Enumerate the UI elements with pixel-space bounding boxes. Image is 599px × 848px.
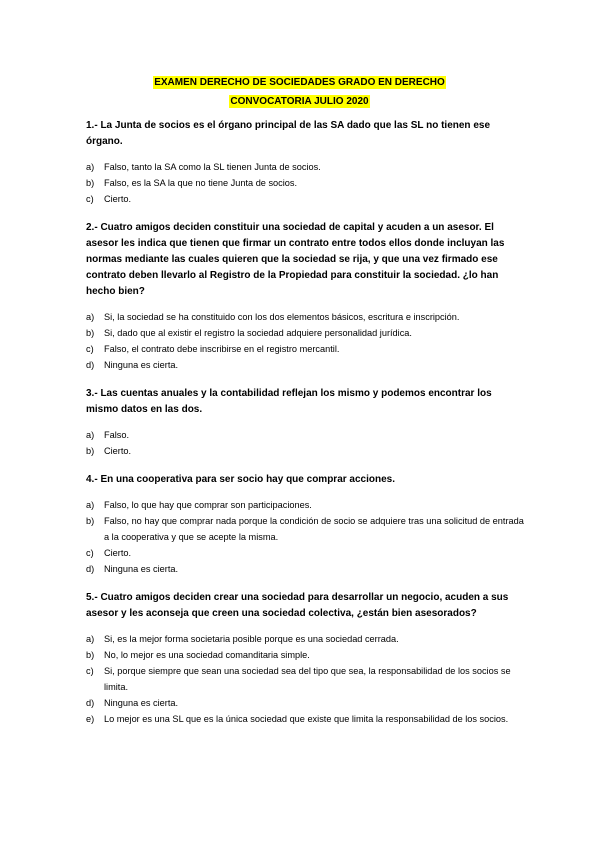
option-item bbox=[86, 341, 526, 357]
questions-list bbox=[86, 118, 526, 740]
option-text: Ninguna es cierta. bbox=[104, 360, 179, 370]
option-text: Si, es la mejor forma societaria posible porque es una sociedad cerrada. bbox=[104, 634, 399, 644]
option-letter: b) bbox=[86, 446, 95, 456]
option-letter: b) bbox=[86, 328, 95, 338]
option-item bbox=[86, 443, 526, 459]
option-letter: a) bbox=[86, 634, 95, 644]
option-text: Cierto. bbox=[104, 548, 132, 558]
question-1 bbox=[86, 118, 526, 207]
option-item bbox=[86, 159, 526, 175]
question-text: 5.- Cuatro amigos deciden crear una sociedad para desarrollar un negocio, acuden a sus asesor y les aconseja que creen una sociedad colectiva, ¿están bien asesorados? bbox=[86, 592, 509, 619]
exam-title-line-2: CONVOCATORIA JULIO 2020 bbox=[230, 96, 369, 107]
question-text: 1.- La Junta de socios es el órgano principal de las SA dado que las SL no tienen ese órgano. bbox=[86, 120, 490, 147]
option-item bbox=[86, 545, 526, 561]
option-text: Cierto. bbox=[104, 194, 132, 204]
option-text: Si, la sociedad se ha constituido con los dos elementos básicos, escritura e inscripción. bbox=[104, 312, 460, 322]
option-letter: c) bbox=[86, 344, 94, 354]
option-text: Ninguna es cierta. bbox=[104, 564, 179, 574]
exam-title-line-1: EXAMEN DERECHO DE SOCIEDADES GRADO EN DERECHO bbox=[154, 77, 445, 88]
option-item bbox=[86, 357, 526, 373]
question-5 bbox=[86, 590, 526, 727]
option-letter: d) bbox=[86, 360, 95, 370]
option-letter: b) bbox=[86, 178, 95, 188]
option-letter: c) bbox=[86, 194, 94, 204]
question-2 bbox=[86, 220, 526, 373]
option-item bbox=[86, 513, 526, 545]
option-text: Falso, es la SA la que no tiene Junta de socios. bbox=[104, 178, 298, 188]
option-text: Falso, lo que hay que comprar son participaciones. bbox=[104, 500, 312, 510]
option-item bbox=[86, 631, 526, 647]
option-text: Si, porque siempre que sean una sociedad sea del tipo que sea, la responsabilidad de los socios se limita. bbox=[104, 666, 511, 692]
option-item bbox=[86, 647, 526, 663]
options-list bbox=[86, 497, 526, 577]
option-letter: e) bbox=[86, 714, 95, 724]
option-text: Lo mejor es una SL que es la única sociedad que existe que limita la responsabilidad de los socios. bbox=[104, 714, 509, 724]
option-item bbox=[86, 497, 526, 513]
exam-title bbox=[0, 72, 599, 110]
option-item bbox=[86, 427, 526, 443]
option-item bbox=[86, 191, 526, 207]
option-letter: a) bbox=[86, 500, 95, 510]
question-4 bbox=[86, 472, 526, 577]
options-list bbox=[86, 159, 526, 207]
option-letter: d) bbox=[86, 698, 95, 708]
options-list bbox=[86, 631, 526, 727]
option-letter: b) bbox=[86, 516, 95, 526]
option-item bbox=[86, 561, 526, 577]
option-letter: a) bbox=[86, 162, 95, 172]
option-text: Falso. bbox=[104, 430, 130, 440]
option-text: Cierto. bbox=[104, 446, 132, 456]
option-letter: b) bbox=[86, 650, 95, 660]
question-3 bbox=[86, 386, 526, 459]
option-letter: a) bbox=[86, 312, 95, 322]
option-letter: c) bbox=[86, 548, 94, 558]
options-list bbox=[86, 309, 526, 373]
option-letter: d) bbox=[86, 564, 95, 574]
option-text: No, lo mejor es una sociedad comanditaria simple. bbox=[104, 650, 310, 660]
option-item bbox=[86, 711, 526, 727]
question-text: 3.- Las cuentas anuales y la contabilidad reflejan los mismo y podemos encontrar los mismo datos en las dos. bbox=[86, 388, 492, 415]
option-text: Falso, tanto la SA como la SL tienen Junta de socios. bbox=[104, 162, 321, 172]
option-item bbox=[86, 663, 526, 695]
options-list bbox=[86, 427, 526, 459]
question-text: 4.- En una cooperativa para ser socio hay que comprar acciones. bbox=[86, 474, 396, 485]
option-item bbox=[86, 175, 526, 191]
option-item bbox=[86, 309, 526, 325]
option-letter: a) bbox=[86, 430, 95, 440]
option-text: Si, dado que al existir el registro la sociedad adquiere personalidad jurídica. bbox=[104, 328, 412, 338]
option-text: Ninguna es cierta. bbox=[104, 698, 179, 708]
question-text: 2.- Cuatro amigos deciden constituir una sociedad de capital y acuden a un asesor. El asesor les indica que tienen que firmar un contrato entre todos ellos donde incluyan las normas mediante las cuales quieren que la sociedad se rija, y que una vez firmado ese contrato deben llevarlo al Registro de la Propiedad para constituir la sociedad. ¿lo han hecho bien? bbox=[86, 222, 505, 297]
option-item bbox=[86, 325, 526, 341]
option-letter: c) bbox=[86, 666, 94, 676]
option-text: Falso, el contrato debe inscribirse en el registro mercantil. bbox=[104, 344, 340, 354]
option-item bbox=[86, 695, 526, 711]
option-text: Falso, no hay que comprar nada porque la condición de socio se adquiere tras una solicitud de entrada a la cooperativa y que se acepte la misma. bbox=[104, 516, 524, 542]
